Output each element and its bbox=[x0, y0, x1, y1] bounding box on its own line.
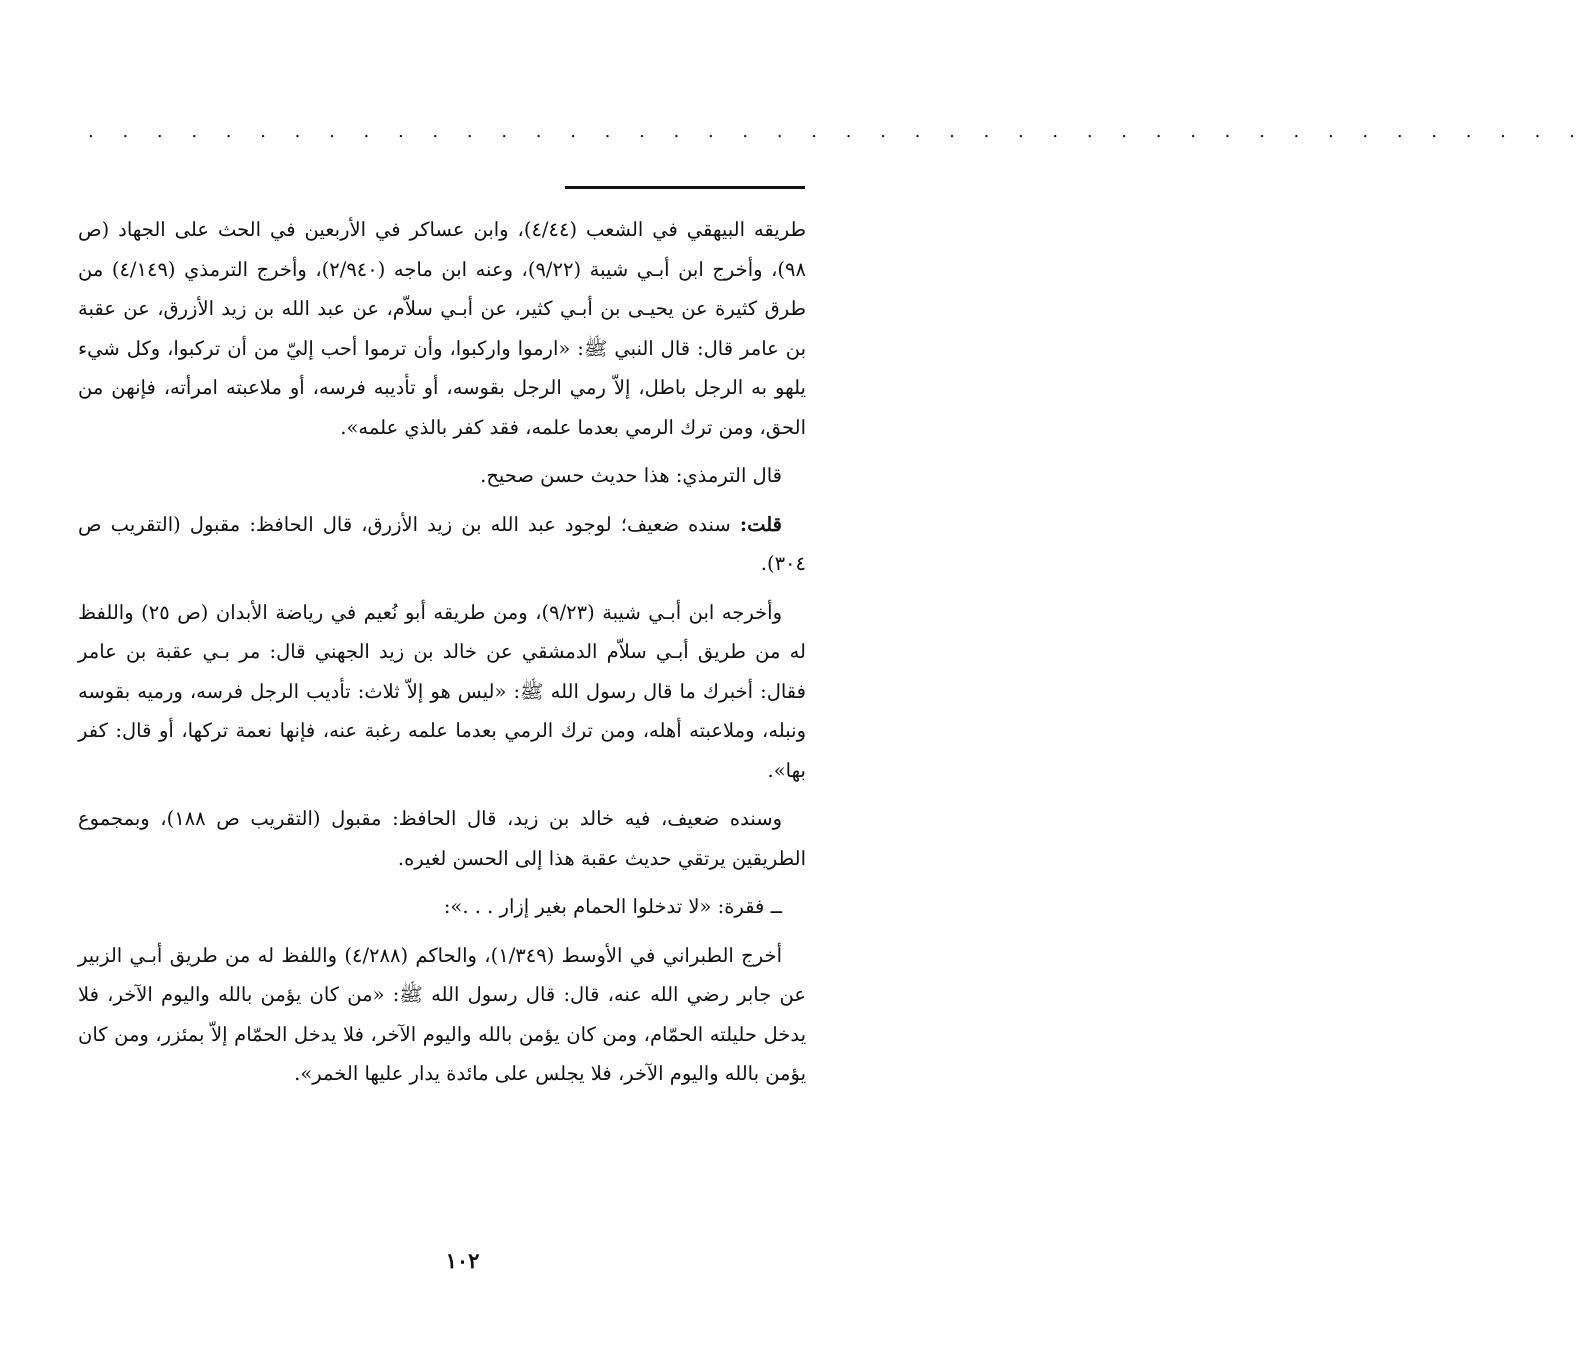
paragraph-faqrah-heading: ــ فقرة: «لا تدخلوا الحمام بغير إزار . . .»: bbox=[443, 895, 782, 918]
paragraph-takhrij-tirmidhi: طريقه البيهقي في الشعب (٤/٤٤)، وابن عساكر في الأربعين في الحث على الجهاد (ص ٩٨)، وأخرج ابن أبـي شيبة (٩/٢٢)، وعنه ابن ماجه (٢/٩٤٠)، وأخرج الترمذي (٤/١٤٩) من طرق كثيرة عن يحيـى بن أبـي كثير، عن أبـي سلاّم، عن عبد الله بن زيد الأزرق، عن عقبة بن عامر قال: قال النبي ﷺ: «ارموا واركبوا، وأن ترموا أحب إليّ من أن تركبوا، وكل شيء يلهو به الرجل باطل، إلاّ رمي الرجل بقوسه، أو تأديبه فرسه، أو ملاعبته امرأته، فإنهن من الحق، ومن ترك الرمي بعدما علمه، فقد كفر بالذي علمه». bbox=[78, 218, 806, 439]
paragraph-isnad-weak: وسنده ضعيف، فيه خالد بن زيد، قال الحافظ: مقبول (التقريب ص ١٨٨)، وبمجموع الطريقين يرتقي حديث عقبة هذا إلى الحسن لغيره. bbox=[78, 807, 806, 870]
separator-dots: . . . . . . . . . . . . . . . . . . . . . . . . . . . . . . . . . . . . . . . . . . . . bbox=[88, 121, 1586, 142]
page-number: ١٠٢ bbox=[445, 1248, 480, 1273]
page-body bbox=[78, 210, 806, 1103]
paragraph-tirmidhi-grading: قال الترمذي: هذا حديث حسن صحيح. bbox=[480, 464, 782, 487]
qultu-label: قلت: bbox=[739, 512, 782, 536]
qultu-text: سنده ضعيف؛ لوجود عبد الله بن زيد الأزرق، قال الحافظ: مقبول (التقريب ص ٣٠٤). bbox=[78, 512, 806, 575]
footnote-rule bbox=[565, 186, 805, 189]
paragraph-ibn-abi-shaybah: وأخرجه ابن أبـي شيبة (٩/٢٣)، ومن طريقه أبو نُعيم في رياضة الأبدان (ص ٢٥) واللفظ له من طريق أبـي سلاّم الدمشقي عن خالد بن زيد الجهني قال: مر بـي عقبة بن عامر فقال: أخبرك ما قال رسول الله ﷺ: «ليس هو إلاّ ثلاث: تأديب الرجل فرسه، ورميه بقوسه ونبله، وملاعبته أهله، ومن ترك الرمي بعدما علمه رغبة عنه، فإنها نعمة تركها، أو قال: كفر بها». bbox=[78, 600, 806, 782]
paragraph-tabarani: أخرج الطبراني في الأوسط (١/٣٤٩)، والحاكم (٤/٢٨٨) واللفظ له من طريق أبـي الزبير عن جابر رضي الله عنه، قال: قال رسول الله ﷺ: «من كان يؤمن بالله واليوم الآخر، فلا يدخل حليلته الحمّام، ومن كان يؤمن بالله واليوم الآخر، فلا يدخل الحمّام إلاّ بمئزر، ومن كان يؤمن بالله واليوم الآخر، فلا يجلس على مائدة يدار عليها الخمر». bbox=[78, 943, 806, 1085]
paragraph-qultu bbox=[78, 505, 806, 584]
